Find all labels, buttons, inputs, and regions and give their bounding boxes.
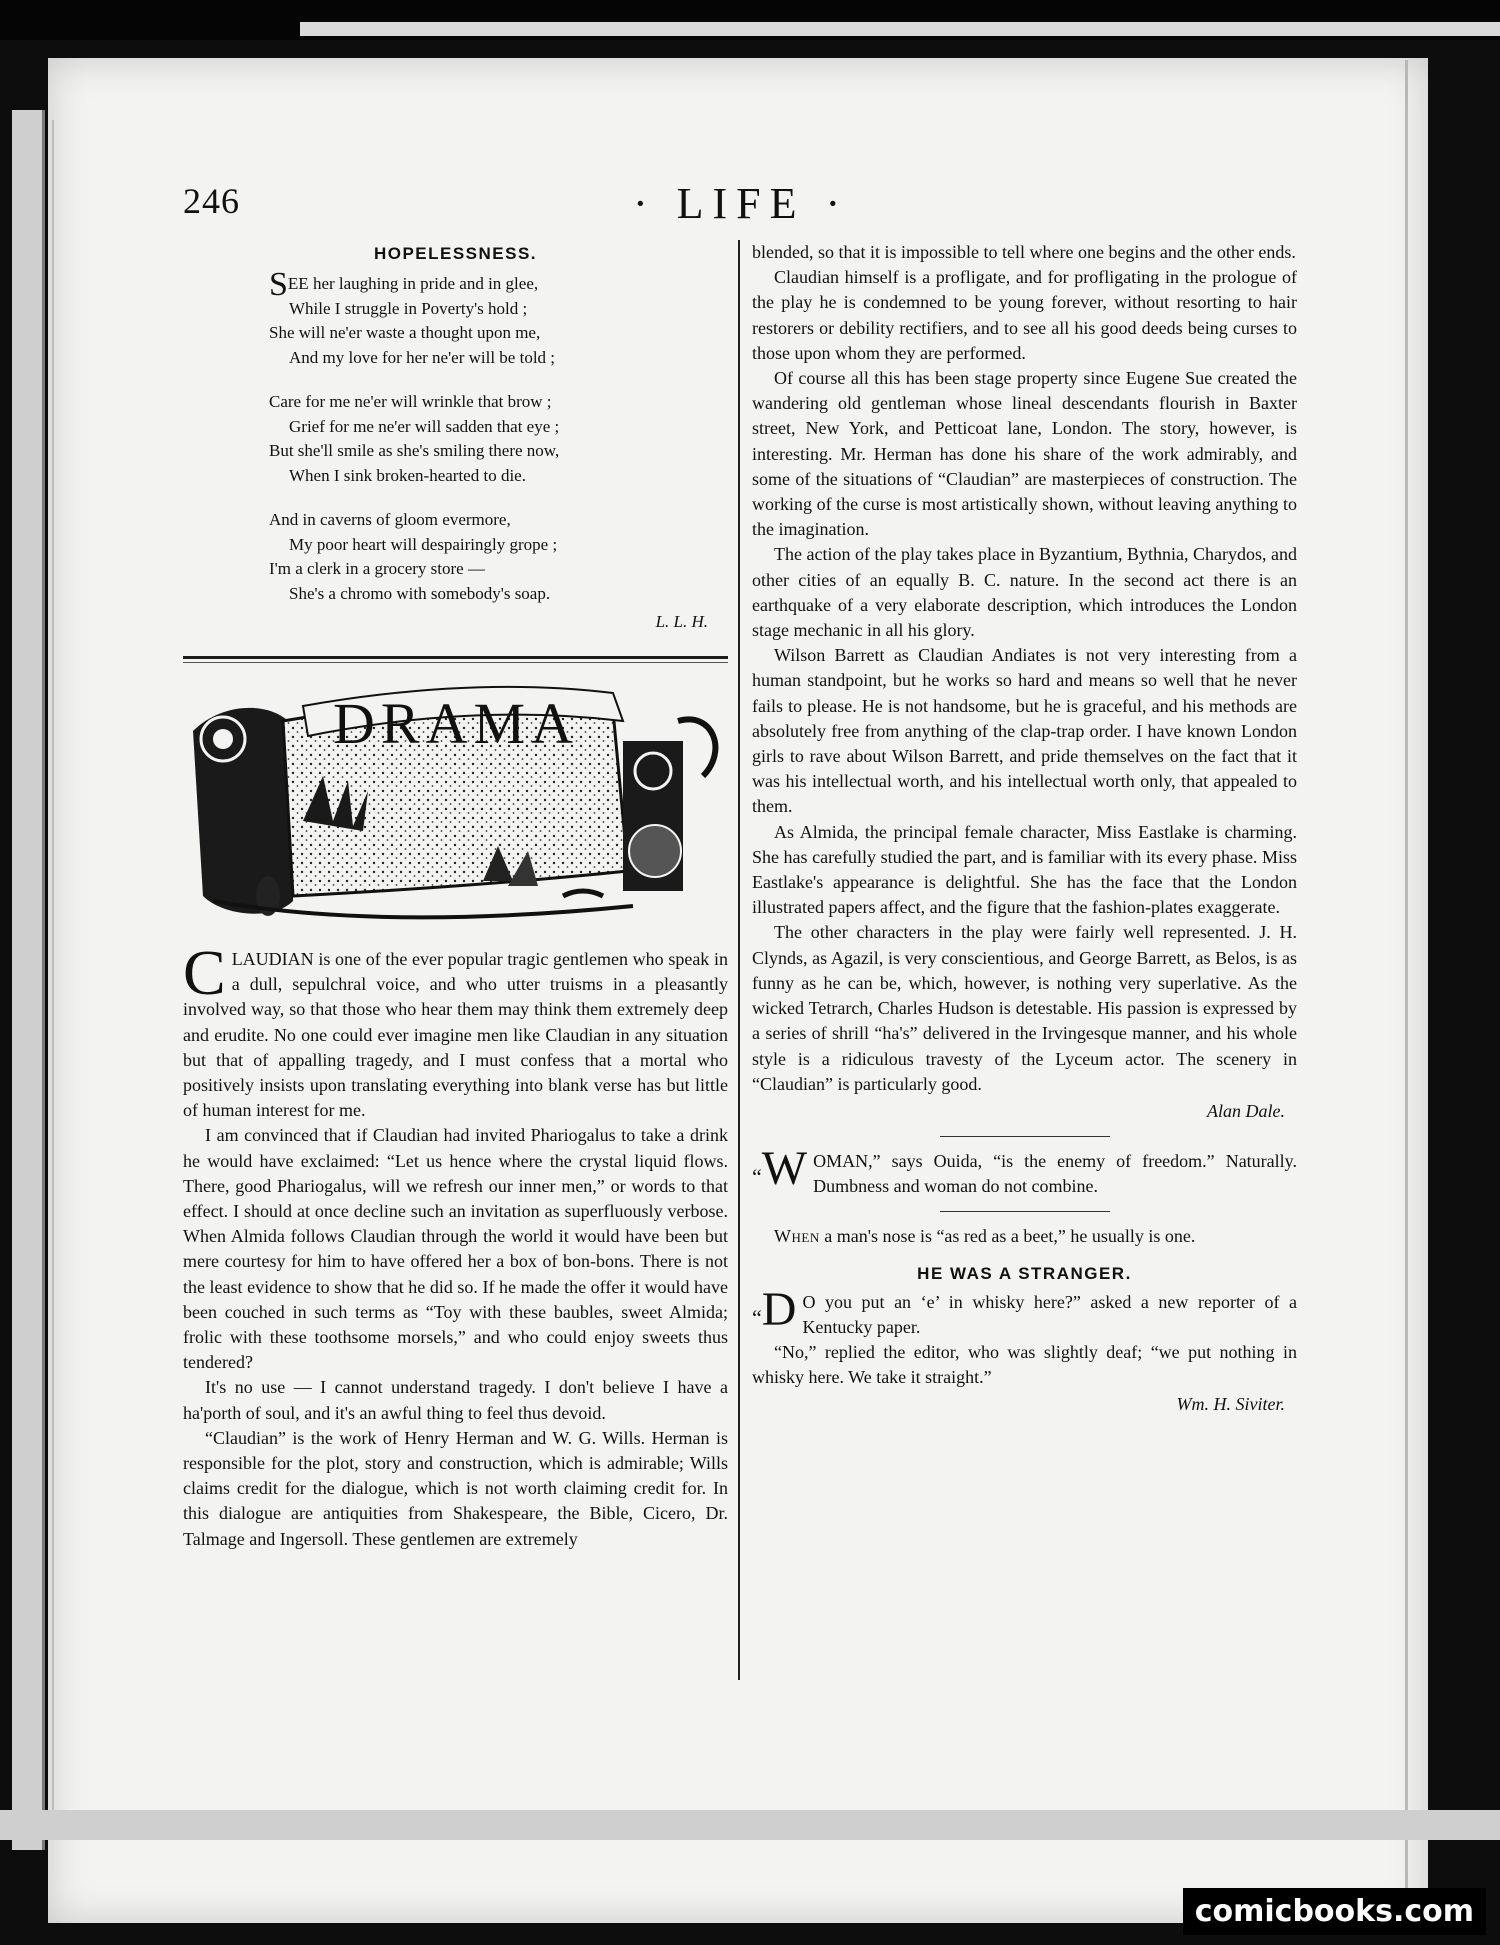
left-column (183, 240, 728, 1552)
drama-paragraph: As Almida, the principal female character, Miss Eastlake is charming. She has carefully studied the part, and is familiar with its every phase. Miss Eastlake's appearance is delightful. She has the face that the London illustrated papers affect, and the figure that the fashion-plates exaggerate. (752, 821, 1297, 918)
short-rule (940, 1136, 1110, 1137)
poem-line: SEE her laughing in pride and in glee, (269, 266, 539, 303)
drama-drop-cap: C (183, 937, 226, 1008)
woman-drop-cap: “W (752, 1141, 808, 1195)
drama-review-start (183, 937, 728, 1123)
poem-stanza (269, 508, 728, 606)
short-rule (940, 1211, 1110, 1212)
drama-paragraph: I am convinced that if Claudian had invited Phariogalus to take a drink he would have exclaimed: “Let us hence where the crystal liquid flows. There, good Phariogalus, will we refresh our inner men,” or words to that effect. I should at once decline such an invitation as superfluously verbose. When Almida follows Claudian through the world it would have been but mere courtesy for him to have offered her a box of bon-bons. There is not the least evidence to show that he did so. If he made the offer it would have been couched in such terms as “Toy with these baubles, sweet Almida; frolic with these toothsome morsels,” and who could enjoy sweets thus tendered? (183, 1125, 728, 1373)
stranger-paragraph: “D O you put an ‘e’ in whisky here?” asked a new reporter of a Kentucky paper. (752, 1282, 1297, 1337)
stranger-drop-cap: “D (752, 1282, 797, 1336)
drama-signature: Alan Dale. (1207, 1100, 1285, 1121)
poem-line: She's a chromo with somebody's soap. (289, 583, 551, 603)
page-number: 246 (183, 181, 240, 221)
left-scroll-ornament (193, 708, 293, 914)
watermark: comicbooks.com (1183, 1888, 1486, 1935)
stranger-signature: Wm. H. Siviter. (1176, 1394, 1285, 1415)
page-header (183, 180, 1293, 230)
drama-banner-illustration (183, 681, 728, 929)
poem-line: Grief for me ne'er will sadden that eye ; (289, 416, 560, 436)
stranger-title: HE WAS A STRANGER. (917, 1263, 1132, 1283)
nose-paragraph: When a man's nose is “as red as a beet,” he usually is one. (774, 1226, 1196, 1247)
poem-line: While I struggle in Poverty's hold ; (289, 298, 528, 318)
drama-paragraph: “Claudian” is the work of Henry Herman and W. G. Wills. Herman is responsible for the plot, story and construction, which is admirable; Wills claims credit for the dialogue, which is not worth claiming credit for. In this dialogue are antiquities from Shakespeare, the Bible, Cicero, Dr. Talmage and Ingersoll. These gentlemen are extremely (183, 1427, 728, 1549)
woman-paragraph: “W OMAN,” says Ouida, “is the enemy of freedom.” Naturally. Dumbness and woman do not combine. (752, 1141, 1297, 1197)
scan-strip (300, 22, 1500, 36)
section-separator-thin (183, 662, 728, 663)
drama-paragraph: Wilson Barrett as Claudian Andiates is not very interesting from a human standpoint, but he works so hard and means so well that he never fails to please. He is not handsome, but he is graceful, and his methods are absolutely free from anything of the clap-trap order. I have known London girls to rave about Wilson Barrett, and pride themselves on the fact that it was his intellectual worth, and his intellectual worth only, that appealed to them. (752, 645, 1297, 817)
poem-line: I'm a clerk in a grocery store — (269, 559, 485, 578)
drama-paragraph: blended, so that it is impossible to tell where one begins and the other ends. (752, 242, 1296, 262)
drama-paragraph: Claudian himself is a profligate, and for profligating in the prologue of the play he is condemned to be young forever, without resorting to hair restorers or debility rectifiers, and to see all his good deeds being curses to those upon whom they are performed. (752, 267, 1297, 363)
drama-banner-svg (183, 681, 728, 929)
fold-line (52, 120, 54, 1820)
column-rule (738, 240, 740, 1680)
poem-line: But she'll smile as she's smiling there now, (269, 441, 560, 460)
poem-line: And in caverns of gloom evermore, (269, 510, 511, 529)
poem-title: HOPELESSNESS. (373, 244, 538, 263)
section-separator (183, 656, 728, 659)
drama-paragraph: It's no use — I cannot understand tragedy. I don't believe I have a ha'porth of soul, and it's an awful thing to feel thus devoid. (183, 1377, 728, 1423)
drama-paragraph: The other characters in the play were fairly well represented. J. H. Clynds, as Agazil, is very conscientious, and George Barrett, as Belos, is as funny as he can be, which, however, is nothing very superlative. As the wicked Tetrarch, Charles Hudson is detestable. His passion is expressed by a series of shrill “ha's” delivered in the Irvingesque manner, and his whole style is a ridiculous travesty of the Lyceum actor. The scenery in “Claudian” is particularly good. (752, 922, 1297, 1094)
drama-paragraph: CLAUDIAN is one of the ever popular tragic gentlemen who speak in a dull, sepulchral voice, and who utter truisms in a pleasantly involved way, so that those who hear them may think them extremely deep and erudite. No one could ever imagine men like Claudian in any situation but that of appalling tragedy, and I must confess that a mortal who positively insists upon translating everything into blank verse has but little of human interest for me. (183, 937, 728, 1121)
poem-stanza (269, 390, 728, 488)
poem (269, 266, 728, 606)
poem-stanza (269, 266, 728, 370)
poem-line: When I sink broken-hearted to die. (289, 465, 526, 485)
poem-drop-cap: S (269, 266, 288, 303)
drama-banner-title: DRAMA (333, 691, 579, 756)
poem-line: And my love for her ne'er will be told ; (289, 347, 556, 367)
drama-paragraph: The action of the play takes place in Byzantium, Bythnia, Charydos, and other cities of an equally B. C. nature. In the second act there is an earthquake of a very elaborate description, which introduces the London stage mechanic in all his glory. (752, 544, 1297, 641)
page-bottom-edge (0, 1810, 1500, 1840)
right-column (752, 240, 1297, 1417)
page-right-edge (1405, 60, 1408, 1920)
poem-line: My poor heart will despairingly grope ; (289, 534, 558, 554)
masthead: · LIFE · (633, 179, 850, 228)
poem-line: She will ne'er waste a thought upon me, (269, 323, 541, 342)
poem-line: Care for me ne'er will wrinkle that brow ; (269, 392, 552, 411)
drama-paragraph: Of course all this has been stage property since Eugene Sue created the wandering old gentleman whose lineal descendants flourish in Baxter street, New York, and Petticoat lane, London. The story, however, is interesting. Mr. Herman has done his share of the work admirably, and some of the situations of “Claudian” are masterpieces of construction. The working of the curse is most artistically shown, without leaving anything to the imagination. (752, 368, 1297, 540)
stranger-paragraph: “No,” replied the editor, who was slightly deaf; “we put nothing in whisky here. We take it straight.” (752, 1341, 1297, 1388)
page-left-edge (12, 110, 45, 1850)
poem-signature: L. L. H. (655, 612, 708, 631)
